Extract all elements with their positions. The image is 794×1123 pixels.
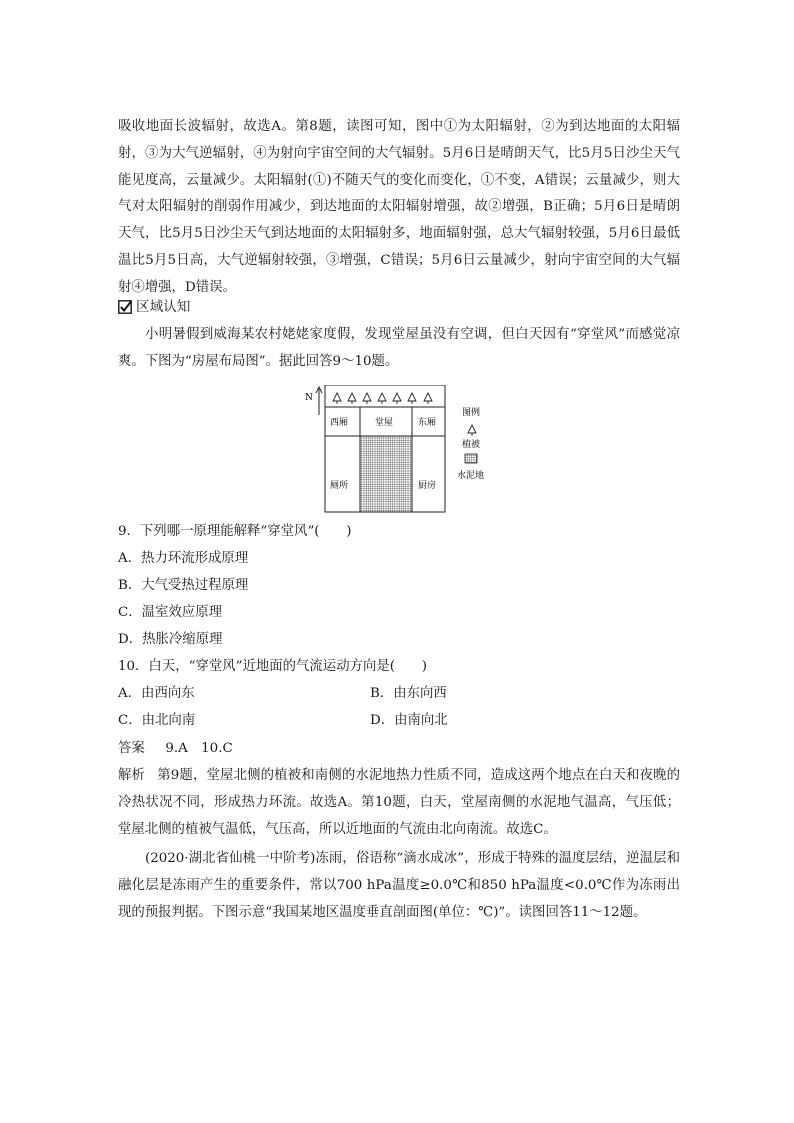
analysis-paragraph xyxy=(118,763,680,843)
legend-title: 图例 xyxy=(462,408,481,418)
legend-cement-swatch xyxy=(465,454,477,463)
room-hall: 堂屋 xyxy=(375,418,394,428)
question-intro: 小明暑假到威海某农村姥姥家度假，发现堂屋虽没有空调，但白天因有“穿堂风”而感觉凉爽。下图为“房屋布局图”。据此回答9～10题。 xyxy=(118,327,680,369)
analysis-text: 第9题，堂屋北侧的植被和南侧的水泥地热力性质不同，造成这两个地点在白天和夜晚的冷热状况不同，形成热力环流。故选A。第10题，白天，堂屋南侧的水泥地气温高，气压低；堂屋北侧的植被气温低，气压高，所以近地面的气流由北向南流。故选C。 xyxy=(118,768,680,837)
question-10-option-c: C．由北向南 xyxy=(118,713,196,728)
legend-vegetation: 植被 xyxy=(462,440,481,450)
vegetation-trees xyxy=(333,393,432,404)
room-east: 东厢 xyxy=(418,418,437,428)
tree-icon xyxy=(393,393,401,404)
next-question-intro: (2020·湖北省仙桃一中阶考)冻雨，俗语称“滴水成冰”，形成于特殊的温度层结，逆温层和融化层是冻雨产生的重要条件，常以700 hPa温度≥0.0℃和850 hPa温度<0.0℃作为冻雨出现的预报判据。下图示意“我国某地区温度垂直剖面图(单位：℃)”。读图回答11～12题。 xyxy=(118,851,680,920)
answer-text: 9.A 10.C xyxy=(165,741,233,756)
question-10-option-b: B．由东向西 xyxy=(370,686,447,701)
analysis-label: 解析 xyxy=(118,768,146,783)
legend-tree-icon xyxy=(468,425,476,436)
tree-icon xyxy=(333,393,341,404)
tree-icon xyxy=(408,393,416,404)
question-9-stem: 9．下列哪一原理能解释“穿堂风”( ) xyxy=(118,524,352,539)
house-layout-diagram xyxy=(300,385,500,515)
legend-cement: 水泥地 xyxy=(457,471,485,481)
question-10-option-a: A．由西向东 xyxy=(118,686,195,701)
checkbox-icon xyxy=(118,300,132,314)
section-title: 区域认知 xyxy=(136,299,191,315)
question-9-option-c: C．温室效应原理 xyxy=(118,605,222,620)
previous-explanation: 吸收地面长波辐射，故选A。第8题，读图可知，图中①为太阳辐射，②为到达地面的太阳辐射，③为大气逆辐射，④为射向宇宙空间的大气辐射。5月6日是晴朗天气，比5月5日沙尘天气能见度高，云量减少。太阳辐射(①)不随天气的变化而变化，①不变，A错误；云量减少，则大气对太阳辐射的削弱作用减少，到达地面的太阳辐射增强，故②增强，B正确；5月6日是晴朗天气，比5月5日沙尘天气到达地面的太阳辐射多，地面辐射强，总大气辐射较强，5月6日最低温比5月5日高，大气逆辐射较强，③增强，C错误；5月6日云量减少，射向宇宙空间的大气辐射④增强，D错误。 xyxy=(118,119,680,295)
answer-label: 答案 xyxy=(118,741,145,756)
room-toilet: 厕所 xyxy=(330,481,349,491)
question-10-option-d: D．由南向北 xyxy=(370,713,448,728)
room-west: 西厢 xyxy=(330,418,349,428)
question-9-option-a: A．热力环流形成原理 xyxy=(118,551,249,566)
question-9-option-b: B．大气受热过程原理 xyxy=(118,578,249,593)
question-9-option-d: D．热胀冷缩原理 xyxy=(118,632,223,647)
tree-icon xyxy=(378,393,386,404)
room-kitchen: 厨房 xyxy=(418,481,437,491)
cement-ground xyxy=(360,436,412,512)
tree-icon xyxy=(348,393,356,404)
tree-icon xyxy=(424,393,432,404)
tree-icon xyxy=(363,393,371,404)
question-10-stem: 10．白天，“穿堂风”近地面的气流运动方向是( ) xyxy=(118,659,427,674)
section-heading xyxy=(118,297,190,317)
answer-line xyxy=(118,740,233,758)
north-label: N xyxy=(305,393,313,403)
